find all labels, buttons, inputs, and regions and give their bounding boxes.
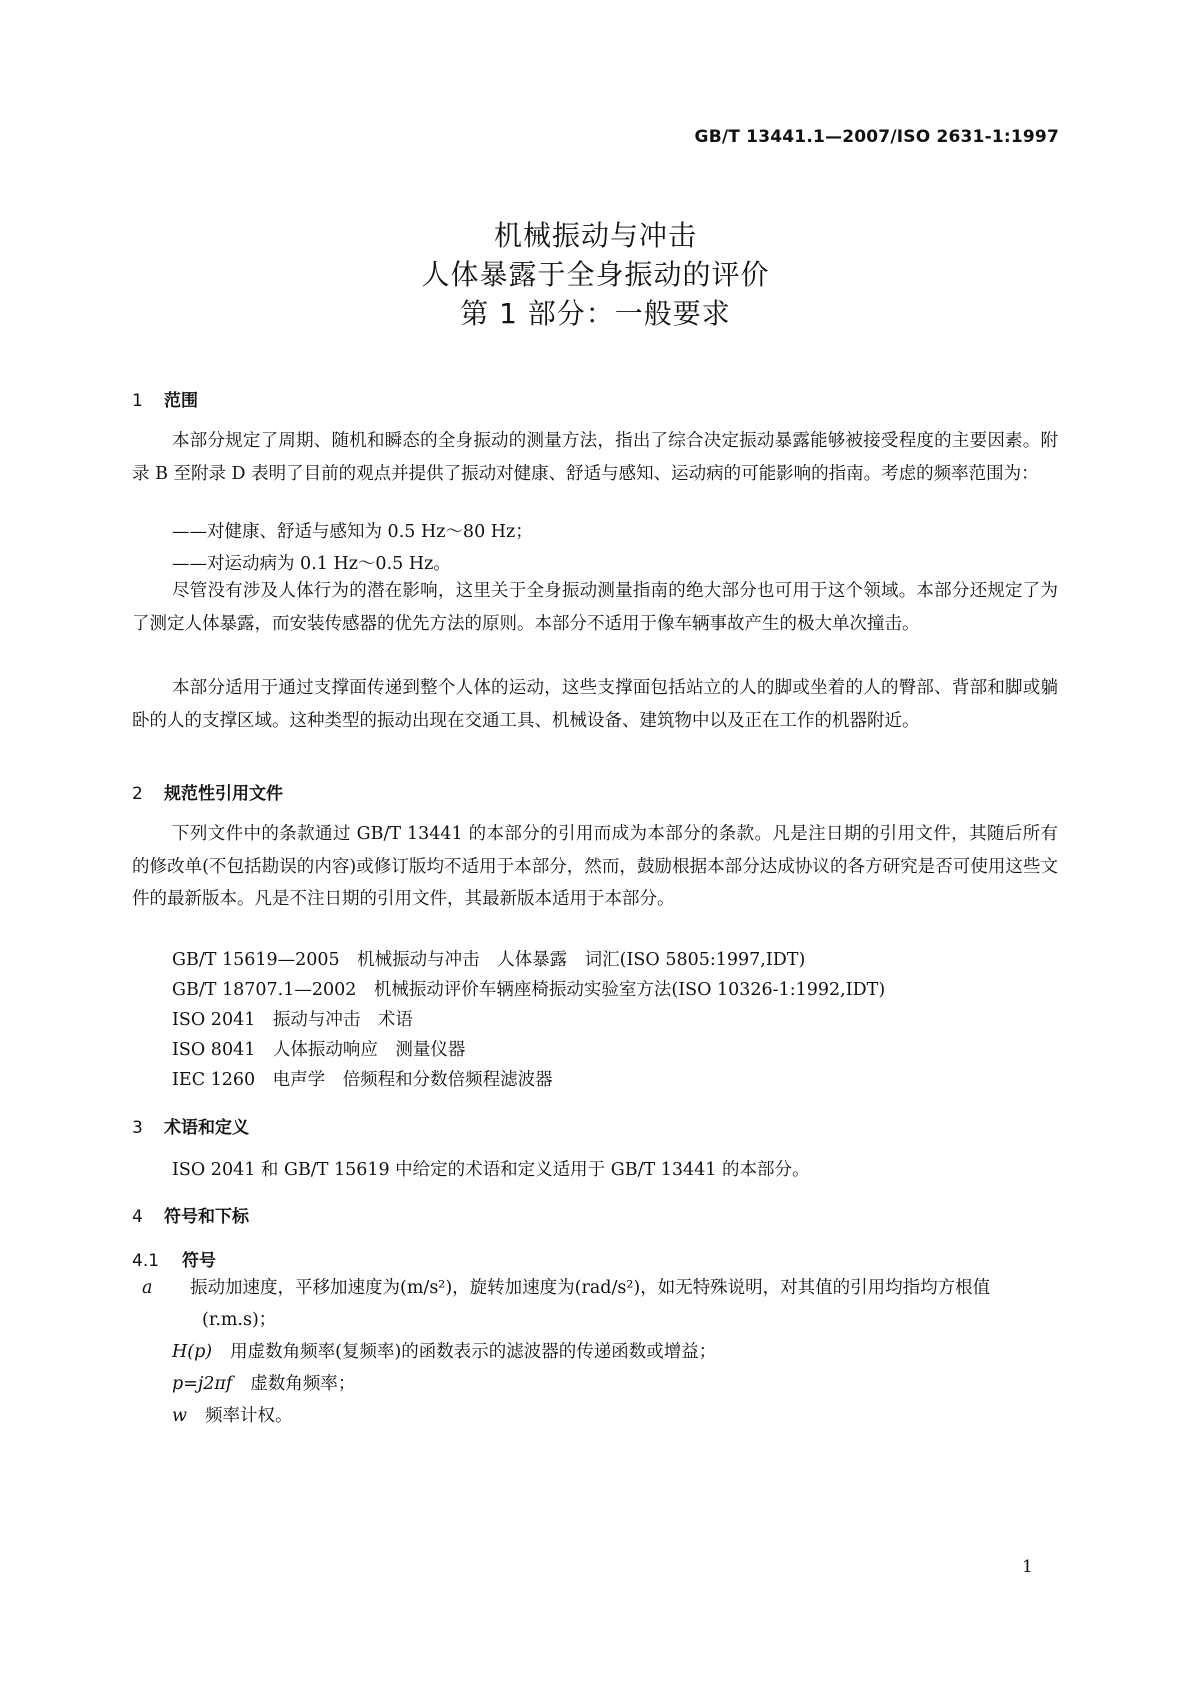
symbol-description: 振动加速度，平移加速度为(m/s²)，旋转加速度为(rad/s²)，如无特殊说明，对其值的引用均指均方根值(r.m.s)； (190, 1278, 991, 1330)
symbol-description: 虚数角频率； (250, 1374, 356, 1394)
subsection-4-1-number: 4.1 (132, 1251, 160, 1271)
section-1-paragraph-3: 本部分适用于通过支撑面传递到整个人体的运动，这些支撑面包括站立的人的脚或坐着的人的臀部、背部和脚或躺卧的人的支撑区域。这种类型的振动出现在交通工具、机械设备、建筑物中以及正在工作的机器附近。 (132, 678, 1058, 731)
section-1-dash-item-1: ——对健康、舒适与感知为 0.5 Hz～80 Hz； (172, 522, 533, 542)
title-line-1: 机械振动与冲击 (493, 219, 697, 252)
symbol: w (172, 1406, 187, 1426)
section-1-paragraph-1: 本部分规定了周期、随机和瞬态的全身振动的测量方法，指出了综合决定振动暴露能够被接受程度的主要因素。附录 B 至附录 D 表明了目前的观点并提供了振动对健康、舒适与感知、运动病的可能影响的指南。考虑的频率范围为： (132, 431, 1058, 484)
reference-item: GB/T 18707.1—2002 机械振动评价车辆座椅振动实验室方法(ISO 10326-1:1992,IDT) (172, 980, 886, 1000)
subsection-4-1-heading (132, 1246, 216, 1271)
section-1-number: 1 (132, 391, 143, 411)
section-1-dash-item-2: ——对运动病为 0.1 Hz～0.5 Hz。 (172, 554, 451, 574)
section-1-title: 范围 (164, 391, 198, 411)
title-line-2: 人体暴露于全身振动的评价 (421, 258, 770, 291)
symbol-entry: a 振动加速度，平移加速度为(m/s²)，旋转加速度为(rad/s²)，如无特殊说明，对其值的引用均指均方根值(r.m.s)； (142, 1278, 991, 1330)
section-4-heading (132, 1202, 249, 1227)
section-3-paragraph-1: ISO 2041 和 GB/T 15619 中给定的术语和定义适用于 GB/T 13441 的本部分。 (172, 1160, 810, 1180)
reference-item: ISO 8041 人体振动响应 测量仪器 (172, 1040, 466, 1060)
page-number: 1 (1022, 1557, 1033, 1577)
section-2-title: 规范性引用文件 (164, 784, 283, 804)
symbol: H(p) (172, 1342, 213, 1362)
subsection-4-1-title: 符号 (182, 1251, 216, 1271)
symbol: p=j2πf (172, 1374, 233, 1394)
section-3-title: 术语和定义 (164, 1118, 249, 1138)
symbol-entry (172, 1368, 1058, 1400)
symbol-entry (172, 1336, 1058, 1368)
section-4-number: 4 (132, 1207, 143, 1227)
section-3-number: 3 (132, 1118, 143, 1138)
reference-item: GB/T 15619—2005 机械振动与冲击 人体暴露 词汇(ISO 5805:1997,IDT) (172, 950, 806, 970)
section-2-number: 2 (132, 784, 143, 804)
reference-item: IEC 1260 电声学 倍频程和分数倍频程滤波器 (172, 1070, 553, 1090)
section-2-heading (132, 779, 283, 804)
symbol-entry (172, 1400, 1058, 1432)
title-line-3: 第 1 部分：一般要求 (460, 297, 731, 330)
section-1-paragraph-2: 尽管没有涉及人体行为的潜在影响，这里关于全身振动测量指南的绝大部分也可用于这个领域。本部分还规定了为了测定人体暴露，而安装传感器的优先方法的原则。本部分不适用于像车辆事故产生的极大单次撞击。 (132, 581, 1058, 634)
section-4-title: 符号和下标 (164, 1207, 249, 1227)
section-1-heading (132, 386, 198, 411)
symbol-description: 用虚数角频率(复频率)的函数表示的滤波器的传递函数或增益； (230, 1342, 717, 1362)
symbol-description: 频率计权。 (204, 1406, 293, 1426)
standard-number: GB/T 13441.1—2007/ISO 2631-1:1997 (694, 127, 1059, 147)
section-3-heading (132, 1113, 249, 1138)
section-2-paragraph-1: 下列文件中的条款通过 GB/T 13441 的本部分的引用而成为本部分的条款。凡是注日期的引用文件，其随后所有的修改单(不包括勘误的内容)或修订版均不适用于本部分，然而，鼓励根据本部分达成协议的各方研究是否可使用这些文件的最新版本。凡是不注日期的引用文件，其最新版本适用于本部分。 (132, 824, 1058, 909)
reference-item: ISO 2041 振动与冲击 术语 (172, 1010, 413, 1030)
